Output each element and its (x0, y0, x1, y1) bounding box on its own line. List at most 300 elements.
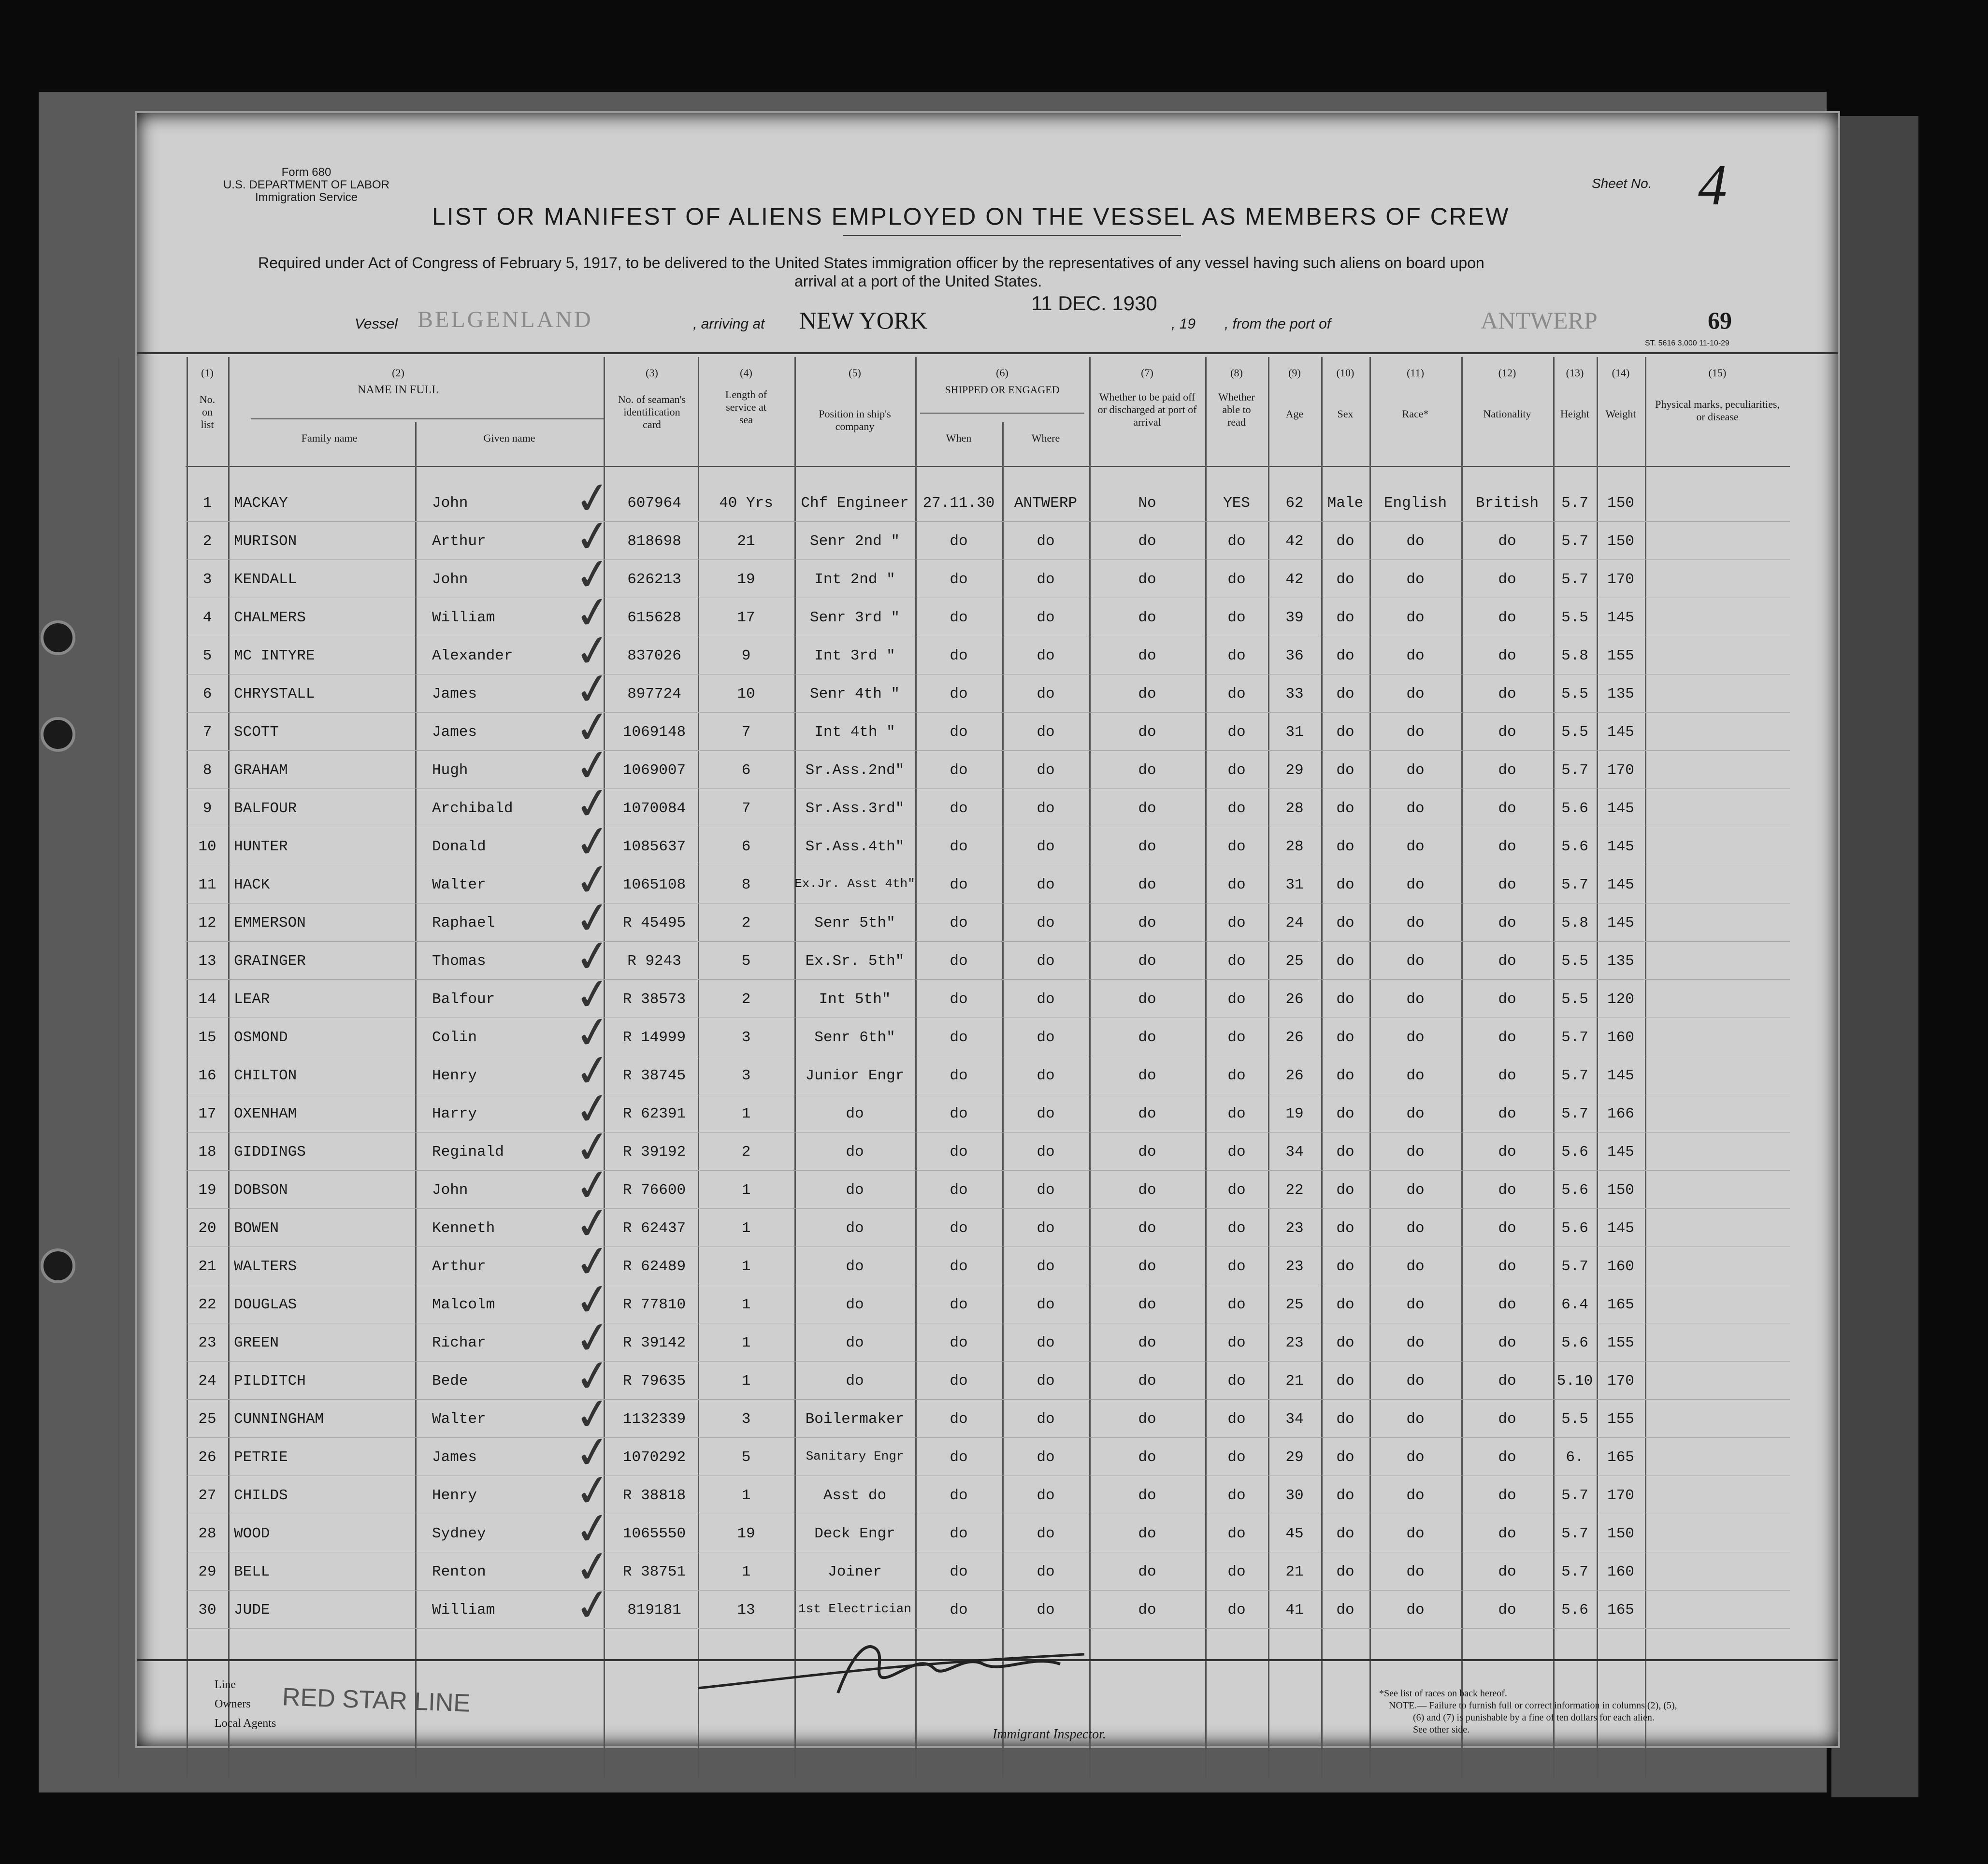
cell-position: do (846, 1144, 864, 1161)
grid-line (415, 422, 417, 1778)
from-label: , from the port of (1224, 316, 1331, 332)
cell-race: do (1406, 915, 1425, 932)
cell-card: 1070292 (622, 1449, 686, 1466)
cell-age: 42 (1285, 533, 1304, 550)
col3-number: (3) (646, 367, 658, 379)
cell-position: do (846, 1373, 864, 1390)
cell-position: Junior Engr (805, 1067, 905, 1084)
cell-no: 27 (198, 1487, 216, 1504)
cell-given: Arthur (432, 1258, 486, 1275)
cell-family: BALFOUR (234, 800, 297, 817)
cell-no: 6 (202, 686, 212, 703)
cell-age: 34 (1285, 1144, 1304, 1161)
cell-service: 3 (741, 1029, 751, 1046)
col15-number: (15) (1708, 367, 1727, 379)
cell-race: do (1406, 991, 1425, 1008)
cell-given: William (432, 609, 495, 626)
cell-paid: do (1138, 1373, 1156, 1390)
cell-card: R 9243 (627, 953, 681, 970)
cell-nationality: do (1498, 724, 1516, 741)
cell-height: 5.7 (1561, 495, 1588, 512)
cell-when: do (950, 686, 968, 703)
cell-weight: 155 (1607, 647, 1634, 664)
cell-when: do (950, 1144, 968, 1161)
cell-weight: 155 (1607, 1334, 1634, 1351)
cell-read: do (1227, 1105, 1246, 1122)
cell-position: Int 5th" (819, 991, 891, 1008)
cell-no: 10 (198, 838, 216, 855)
races-note: *See list of races on back hereof. (1379, 1688, 1507, 1699)
cell-position: Senr 2nd " (809, 533, 900, 550)
col10-number: (10) (1336, 367, 1354, 379)
cell-service: 1 (741, 1563, 751, 1580)
cell-weight: 160 (1607, 1258, 1634, 1275)
cell-height: 5.7 (1561, 762, 1588, 779)
cell-paid: do (1138, 533, 1156, 550)
line-label: Line (215, 1678, 236, 1691)
back-sheet-edge (1831, 116, 1918, 1797)
punch-hole (41, 1248, 75, 1283)
cell-age: 34 (1285, 1411, 1304, 1428)
cell-weight: 170 (1607, 1487, 1634, 1504)
cell-weight: 150 (1607, 1525, 1634, 1542)
cell-no: 25 (198, 1411, 216, 1428)
cell-family: BELL (234, 1563, 270, 1580)
cell-paid: do (1138, 1144, 1156, 1161)
cell-given: Colin (432, 1029, 477, 1046)
cell-sex: do (1336, 1525, 1354, 1542)
cell-paid: do (1138, 953, 1156, 970)
cell-no: 13 (198, 953, 216, 970)
cell-age: 24 (1285, 915, 1304, 932)
cell-sex: do (1336, 991, 1354, 1008)
checkmark-icon: ✓ (571, 549, 615, 602)
cell-service: 5 (741, 953, 751, 970)
cell-family: CHALMERS (234, 609, 306, 626)
owners-label: Owners (215, 1698, 251, 1710)
checkmark-icon: ✓ (571, 1045, 615, 1098)
cell-position: do (846, 1258, 864, 1275)
department-name: U.S. DEPARTMENT OF LABOR (223, 178, 390, 191)
cell-nationality: do (1498, 1182, 1516, 1199)
cell-read: do (1227, 1144, 1246, 1161)
cell-weight: 145 (1607, 724, 1634, 741)
cell-weight: 160 (1607, 1563, 1634, 1580)
cell-nationality: do (1498, 1373, 1516, 1390)
cell-read: do (1227, 1487, 1246, 1504)
cell-nationality: do (1498, 991, 1516, 1008)
cell-nationality: do (1498, 647, 1516, 664)
cell-position: Senr 5th" (814, 915, 895, 932)
cell-card: R 76600 (622, 1182, 686, 1199)
cell-family: DOUGLAS (234, 1296, 297, 1313)
cell-card: 1085637 (622, 838, 686, 855)
row-rule (186, 1170, 1790, 1171)
cell-where: do (1037, 1029, 1055, 1046)
cell-where: do (1037, 724, 1055, 741)
cell-family: HUNTER (234, 838, 288, 855)
cell-given: Richar (432, 1334, 486, 1351)
checkmark-icon: ✓ (571, 511, 615, 563)
cell-paid: do (1138, 1029, 1156, 1046)
cell-read: do (1227, 533, 1246, 550)
cell-service: 5 (741, 1449, 751, 1466)
cell-where: do (1037, 571, 1055, 588)
cell-age: 21 (1285, 1563, 1304, 1580)
cell-service: 2 (741, 1144, 751, 1161)
cell-card: 837026 (627, 647, 681, 664)
cell-nationality: do (1498, 800, 1516, 817)
cell-weight: 145 (1607, 1220, 1634, 1237)
cell-where: do (1037, 1067, 1055, 1084)
cell-paid: do (1138, 1449, 1156, 1466)
cell-nationality: do (1498, 1602, 1516, 1619)
cell-family: EMMERSON (234, 915, 306, 932)
cell-height: 5.7 (1561, 1105, 1588, 1122)
cell-paid: do (1138, 1182, 1156, 1199)
cell-age: 22 (1285, 1182, 1304, 1199)
cell-height: 5.5 (1561, 991, 1588, 1008)
cell-where: do (1037, 1525, 1055, 1542)
cell-age: 41 (1285, 1602, 1304, 1619)
cell-weight: 160 (1607, 1029, 1634, 1046)
grid-line (228, 357, 230, 1778)
cell-service: 21 (737, 533, 755, 550)
cell-weight: 165 (1607, 1296, 1634, 1313)
cell-race: do (1406, 1182, 1425, 1199)
cell-no: 12 (198, 915, 216, 932)
cell-paid: do (1138, 1258, 1156, 1275)
cell-read: do (1227, 1449, 1246, 1466)
cell-read: do (1227, 800, 1246, 817)
cell-family: GRAINGER (234, 953, 306, 970)
cell-height: 5.7 (1561, 876, 1588, 893)
cell-sex: do (1336, 686, 1354, 703)
cell-race: do (1406, 1563, 1425, 1580)
cell-nationality: do (1498, 1487, 1516, 1504)
cell-position: 1st Electrician (798, 1602, 912, 1616)
cell-when: do (950, 1258, 968, 1275)
cell-race: do (1406, 1029, 1425, 1046)
row-rule (186, 521, 1790, 522)
cell-read: do (1227, 953, 1246, 970)
cell-card: R 38745 (622, 1067, 686, 1084)
cell-service: 10 (737, 686, 755, 703)
cell-read: do (1227, 1334, 1246, 1351)
cell-no: 18 (198, 1144, 216, 1161)
cell-read: do (1227, 762, 1246, 779)
cell-read: do (1227, 1525, 1246, 1542)
col1-header: No. on list (199, 393, 216, 430)
cell-family: GREEN (234, 1334, 279, 1351)
cell-given: Raphael (432, 915, 495, 932)
checkmark-icon: ✓ (571, 473, 615, 525)
row-rule (186, 1399, 1790, 1400)
punch-hole (41, 620, 75, 655)
cell-no: 21 (198, 1258, 216, 1275)
cell-no: 24 (198, 1373, 216, 1390)
cell-position: Deck Engr (814, 1525, 895, 1542)
col2-divider (251, 418, 604, 419)
cell-height: 5.5 (1561, 686, 1588, 703)
cell-read: do (1227, 1220, 1246, 1237)
cell-service: 3 (741, 1411, 751, 1428)
cell-where: do (1037, 1411, 1055, 1428)
cell-race: do (1406, 1411, 1425, 1428)
form-number: Form 680 (281, 166, 331, 179)
checkmark-icon: ✓ (571, 1541, 615, 1594)
cell-position: Senr 6th" (814, 1029, 895, 1046)
cell-where: do (1037, 647, 1055, 664)
cell-given: James (432, 724, 477, 741)
sheet-label: Sheet No. (1592, 176, 1652, 191)
cell-paid: do (1138, 1602, 1156, 1619)
sheet-number: 4 (1698, 153, 1727, 217)
cell-paid: do (1138, 609, 1156, 626)
cell-service: 2 (741, 991, 751, 1008)
row-rule (186, 1361, 1790, 1362)
cell-no: 8 (202, 762, 212, 779)
cell-sex: do (1336, 1449, 1354, 1466)
checkmark-icon: ✓ (571, 1236, 615, 1289)
cell-service: 1 (741, 1334, 751, 1351)
cell-family: GIDDINGS (234, 1144, 306, 1161)
cell-age: 36 (1285, 647, 1304, 664)
cell-given: Sydney (432, 1525, 486, 1542)
cell-height: 5.7 (1561, 1487, 1588, 1504)
cell-race: do (1406, 1449, 1425, 1466)
cell-position: do (846, 1220, 864, 1237)
cell-nationality: do (1498, 1220, 1516, 1237)
cell-service: 1 (741, 1296, 751, 1313)
cell-race: do (1406, 1525, 1425, 1542)
cell-sex: do (1336, 533, 1354, 550)
cell-when: do (950, 1296, 968, 1313)
cell-card: R 77810 (622, 1296, 686, 1313)
cell-paid: do (1138, 1334, 1156, 1351)
cell-height: 5.8 (1561, 647, 1588, 664)
cell-read: do (1227, 915, 1246, 932)
cell-height: 5.6 (1561, 838, 1588, 855)
cell-when: do (950, 724, 968, 741)
cell-age: 33 (1285, 686, 1304, 703)
cell-race: do (1406, 609, 1425, 626)
cell-service: 7 (741, 800, 751, 817)
cell-race: do (1406, 1220, 1425, 1237)
cell-height: 5.6 (1561, 1144, 1588, 1161)
cell-race: English (1383, 495, 1447, 512)
cell-race: do (1406, 1105, 1425, 1122)
cell-height: 5.5 (1561, 953, 1588, 970)
cell-given: James (432, 686, 477, 703)
cell-weight: 145 (1607, 876, 1634, 893)
checkmark-icon: ✓ (571, 1121, 615, 1174)
cell-no: 9 (202, 800, 212, 817)
cell-race: do (1406, 533, 1425, 550)
cell-read: do (1227, 1182, 1246, 1199)
cell-age: 28 (1285, 800, 1304, 817)
cell-where: do (1037, 991, 1055, 1008)
checkmark-icon: ✓ (571, 1465, 615, 1518)
cell-weight: 135 (1607, 686, 1634, 703)
cell-when: do (950, 1525, 968, 1542)
cell-nationality: do (1498, 533, 1516, 550)
cell-height: 6. (1566, 1449, 1584, 1466)
subtitle-line-1: Required under Act of Congress of February 5, 1917, to be delivered to the United States immigration officer by the representatives of any vessel having such aliens on board upon (258, 254, 1484, 272)
col8-number: (8) (1230, 367, 1243, 379)
cell-paid: do (1138, 1525, 1156, 1542)
cell-family: WOOD (234, 1525, 270, 1542)
cell-where: do (1037, 800, 1055, 817)
cell-family: BOWEN (234, 1220, 279, 1237)
cell-where: do (1037, 1144, 1055, 1161)
cell-where: do (1037, 1182, 1055, 1199)
row-rule (186, 559, 1790, 560)
cell-race: do (1406, 647, 1425, 664)
cell-sex: do (1336, 1105, 1354, 1122)
col14-header: Weight (1605, 408, 1636, 420)
cell-age: 28 (1285, 838, 1304, 855)
cell-age: 23 (1285, 1334, 1304, 1351)
fine-note-2: (6) and (7) is punishable by a fine of ten dollars for each alien. (1413, 1712, 1655, 1723)
cell-card: 1132339 (622, 1411, 686, 1428)
cell-height: 5.6 (1561, 1182, 1588, 1199)
cell-when: do (950, 1029, 968, 1046)
cell-no: 29 (198, 1563, 216, 1580)
cell-read: do (1227, 647, 1246, 664)
cell-weight: 165 (1607, 1602, 1634, 1619)
cell-no: 17 (198, 1105, 216, 1122)
cell-sex: do (1336, 1182, 1354, 1199)
cell-family: OSMOND (234, 1029, 288, 1046)
cell-card: 615628 (627, 609, 681, 626)
checkmark-icon: ✓ (571, 1427, 615, 1479)
checkmark-icon: ✓ (571, 969, 615, 1021)
cell-given: Walter (432, 1411, 486, 1428)
cell-service: 1 (741, 1182, 751, 1199)
cell-where: do (1037, 1602, 1055, 1619)
cell-position: do (846, 1182, 864, 1199)
checkmark-icon: ✓ (571, 1274, 615, 1327)
row-rule (186, 1628, 1790, 1629)
cell-family: CHRYSTALL (234, 686, 315, 703)
cell-sex: Male (1327, 495, 1364, 512)
cell-when: do (950, 838, 968, 855)
col7-header: Whether to be paid off or discharged at port of arrival (1097, 391, 1197, 428)
cell-sex: do (1336, 1220, 1354, 1237)
cell-position: Sr.Ass.2nd" (805, 762, 905, 779)
col13-header: Height (1560, 408, 1589, 420)
cell-age: 29 (1285, 762, 1304, 779)
cell-nationality: do (1498, 1105, 1516, 1122)
cell-sex: do (1336, 1296, 1354, 1313)
col2-header: NAME IN FULL (358, 384, 439, 396)
cell-position: Asst do (823, 1487, 887, 1504)
cell-when: do (950, 1067, 968, 1084)
cell-when: do (950, 1411, 968, 1428)
cell-sex: do (1336, 1602, 1354, 1619)
cell-nationality: do (1498, 1258, 1516, 1275)
cell-weight: 170 (1607, 762, 1634, 779)
cell-race: do (1406, 724, 1425, 741)
checkmark-icon: ✓ (571, 587, 615, 640)
cell-service: 17 (737, 609, 755, 626)
row-rule (186, 979, 1790, 980)
service-name: Immigration Service (255, 191, 358, 204)
cell-position: Sr.Ass.3rd" (805, 800, 905, 817)
header-rule (137, 352, 1838, 354)
cell-sex: do (1336, 1144, 1354, 1161)
cell-when: do (950, 1563, 968, 1580)
cell-no: 4 (202, 609, 212, 626)
cell-read: do (1227, 1563, 1246, 1580)
cell-read: do (1227, 1411, 1246, 1428)
cell-age: 26 (1285, 1029, 1304, 1046)
cell-service: 8 (741, 876, 751, 893)
cell-age: 26 (1285, 1067, 1304, 1084)
cell-where: do (1037, 609, 1055, 626)
year-label: , 19 (1171, 316, 1196, 332)
col5-number: (5) (849, 367, 861, 379)
cell-card: 897724 (627, 686, 681, 703)
cell-family: HACK (234, 876, 270, 893)
cell-family: DOBSON (234, 1182, 288, 1199)
cell-age: 25 (1285, 1296, 1304, 1313)
cell-paid: do (1138, 762, 1156, 779)
cell-no: 30 (198, 1602, 216, 1619)
cell-weight: 145 (1607, 800, 1634, 817)
cell-service: 1 (741, 1373, 751, 1390)
cell-when: do (950, 1449, 968, 1466)
cell-height: 5.7 (1561, 533, 1588, 550)
cell-where: do (1037, 1105, 1055, 1122)
cell-where: do (1037, 686, 1055, 703)
cell-where: do (1037, 1334, 1055, 1351)
checkmark-icon: ✓ (571, 740, 615, 792)
cell-weight: 145 (1607, 838, 1634, 855)
cell-when: do (950, 571, 968, 588)
cell-nationality: do (1498, 876, 1516, 893)
cell-paid: do (1138, 991, 1156, 1008)
cell-weight: 150 (1607, 1182, 1634, 1199)
cell-height: 5.7 (1561, 1029, 1588, 1046)
cell-given: Reginald (432, 1144, 504, 1161)
cell-when: do (950, 1105, 968, 1122)
col11-number: (11) (1407, 367, 1424, 379)
cell-card: 819181 (627, 1602, 681, 1619)
cell-family: WALTERS (234, 1258, 297, 1275)
cell-read: do (1227, 724, 1246, 741)
cell-weight: 145 (1607, 1067, 1634, 1084)
cell-position: Int 3rd " (814, 647, 895, 664)
cell-read: do (1227, 1296, 1246, 1313)
cell-race: do (1406, 953, 1425, 970)
cell-given: Donald (432, 838, 486, 855)
cell-when: do (950, 609, 968, 626)
row-rule (186, 750, 1790, 751)
checkmark-icon: ✓ (571, 931, 615, 983)
page-number: 69 (1708, 307, 1732, 334)
cell-age: 31 (1285, 876, 1304, 893)
col6-number: (6) (996, 367, 1008, 379)
cell-race: do (1406, 762, 1425, 779)
cell-family: KENDALL (234, 571, 297, 588)
checkmark-icon: ✓ (571, 1350, 615, 1403)
cell-nationality: do (1498, 686, 1516, 703)
cell-race: do (1406, 1067, 1425, 1084)
title-underline (843, 235, 1181, 236)
cell-race: do (1406, 571, 1425, 588)
